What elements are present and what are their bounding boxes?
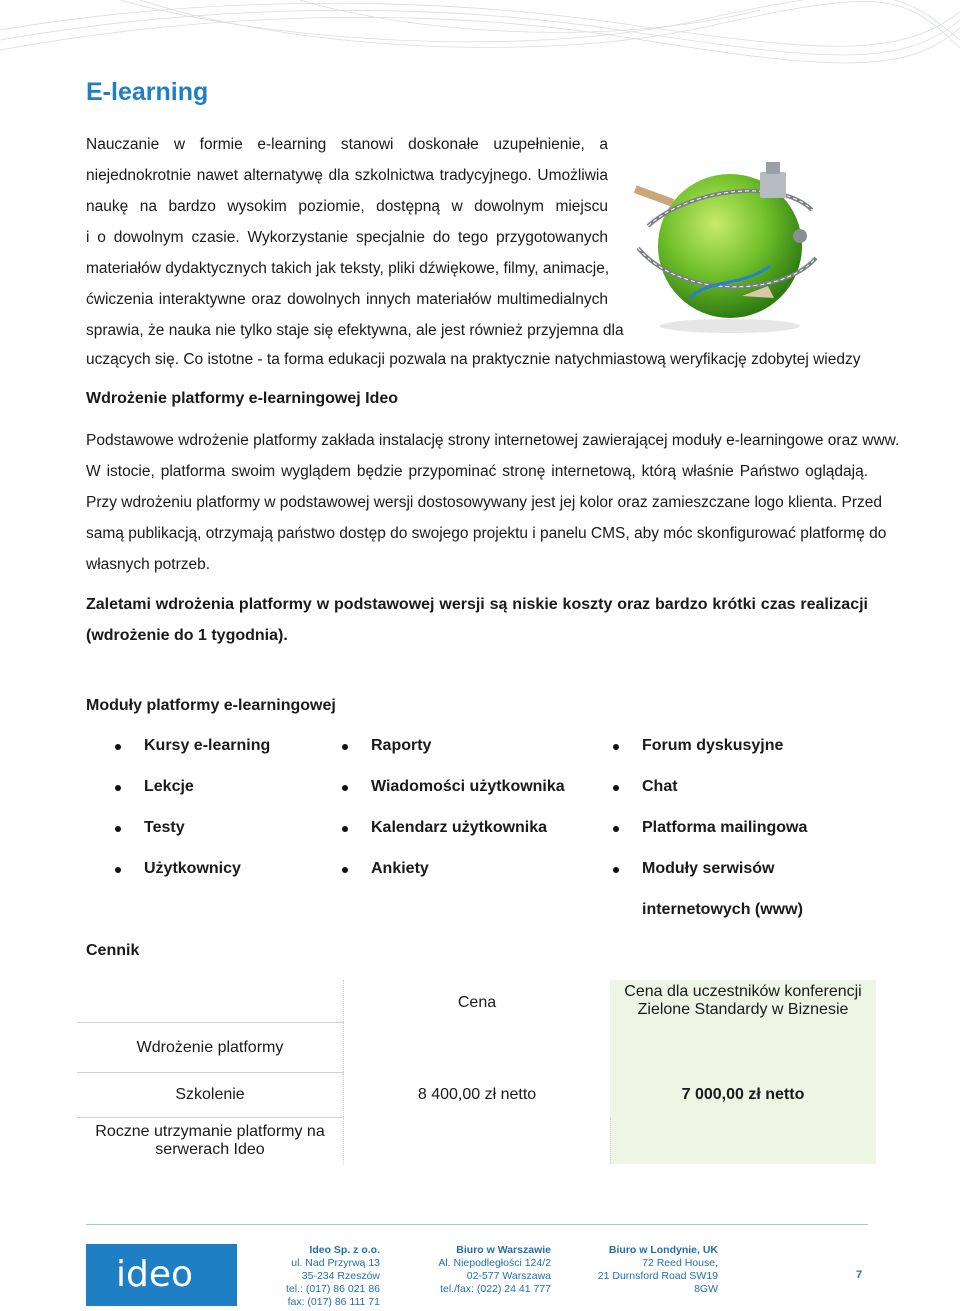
footer-london	[590, 1244, 718, 1296]
footer-warsaw-title: Biuro w Warszawie	[456, 1244, 551, 1256]
module-item: Ankiety	[371, 860, 429, 877]
platform-line: Podstawowe wdrożenie platformy zakłada instalację strony internetowej zawierającej moduły e-learningowe oraz www.	[86, 432, 900, 449]
footer-line: 02-577 Warszawa	[466, 1270, 551, 1282]
footer-line: 8GW	[694, 1283, 718, 1295]
footer-line: tel.: (017) 86 021 86	[286, 1283, 380, 1295]
bullet-icon	[115, 826, 121, 832]
table-header-conference	[610, 980, 876, 1022]
module-item: Raporty	[371, 737, 432, 754]
section-heading-pricing: Cennik	[86, 942, 140, 959]
table-row-label: Szkolenie	[77, 1073, 344, 1118]
module-item: Chat	[642, 778, 678, 795]
price-value: 8 400,00 zł netto	[344, 1073, 611, 1118]
section-heading-modules: Moduły platformy e-learningowej	[86, 697, 336, 714]
conference-header-line: Cena dla uczestników konferencji	[624, 983, 862, 1000]
footer-line: fax: (017) 86 111 71	[287, 1296, 380, 1308]
footer-line: 21 Durnsford Road SW19	[597, 1270, 718, 1282]
advantages-line: (wdrożenie do 1 tygodnia).	[86, 627, 288, 644]
row-label-line: Roczne utrzymanie platformy na	[95, 1122, 325, 1140]
ideo-logo	[86, 1244, 237, 1306]
table-cell-empty	[344, 1023, 611, 1073]
footer-london-title: Biuro w Londynie, UK	[608, 1244, 718, 1256]
module-item: Forum dyskusyjne	[642, 737, 784, 754]
footer-warsaw	[420, 1244, 551, 1296]
platform-line: Przy wdrożeniu platformy w podstawowej wersji dostosowywany jest jej kolor oraz zamieszczane logo klienta. Przed	[86, 494, 883, 511]
footer-company	[280, 1244, 380, 1309]
conference-price-value: 7 000,00 zł netto	[610, 1073, 876, 1118]
platform-line: W istocie, platforma swoim wyglądem będzie przypominać stronę internetową, którą właśnie Państwo oglądają.	[86, 463, 868, 480]
page-title: E-learning	[86, 78, 209, 106]
table-cell-empty	[610, 1118, 876, 1164]
intro-last-line: uczących się. Co istotne - ta forma edukacji pozwala na praktycznie natychmiastową weryfikację zdobytej wiedzy	[86, 351, 861, 368]
module-item: Wiadomości użytkownika	[371, 778, 565, 795]
bullet-icon	[115, 867, 121, 873]
table-row-label: Wdrożenie platformy	[77, 1023, 344, 1073]
module-item: Kalendarz użytkownika	[371, 819, 548, 836]
footer-line: ul. Nad Przyrwą 13	[291, 1257, 380, 1269]
module-item: Lekcje	[144, 778, 194, 795]
advantages-paragraph	[86, 589, 868, 651]
intro-line: Nauczanie w formie e-learning stanowi doskonałe uzupełnienie, a	[86, 136, 608, 153]
row-label-line: serwerach Ideo	[155, 1140, 265, 1158]
footer-line: tel./fax: (022) 24 41 777	[440, 1283, 551, 1295]
platform-line: własnych potrzeb.	[86, 556, 211, 573]
bullet-icon	[342, 744, 348, 750]
pricing-table	[77, 980, 876, 1164]
table-row-label	[77, 1118, 344, 1164]
module-item: Testy	[144, 819, 185, 836]
bullet-icon	[342, 867, 348, 873]
conference-header-line: Zielone Standardy w Biznesie	[637, 1001, 849, 1018]
intro-line: sprawia, że nauka nie tylko staje się efektywna, ale jest również przyjemna dla	[86, 322, 624, 339]
module-item: Platforma mailingowa	[642, 819, 808, 836]
bullet-icon	[613, 744, 619, 750]
intro-paragraph	[86, 129, 624, 346]
intro-line: i o dowolnym czasie. Wykorzystanie specjalnie do tego przygotowanych	[86, 229, 608, 246]
table-cell-empty	[344, 1118, 611, 1164]
intro-line: niejednokrotnie nawet alternatywę dla szkolnictwa tradycyjnego. Umożliwia	[86, 167, 608, 184]
ideo-logo-icon	[86, 1244, 237, 1306]
footer-line: 35-234 Rzeszów	[301, 1270, 380, 1282]
logo-text: ideo	[116, 1254, 194, 1295]
section-heading-platform: Wdrożenie platformy e-learningowej Ideo	[86, 390, 399, 407]
platform-line: samą publikacją, otrzymają państwo dostęp do swojego projektu i panelu CMS, aby móc skonfigurować platformę do	[86, 525, 887, 542]
decorative-lines	[0, 0, 960, 90]
footer-line: Al. Niepodległości 124/2	[438, 1257, 551, 1269]
bullet-icon	[342, 826, 348, 832]
bullet-icon	[613, 867, 619, 873]
table-cell-empty	[77, 980, 344, 1022]
table-header-price: Cena	[457, 994, 497, 1011]
module-item: Moduły serwisów	[642, 860, 775, 877]
advantages-line: Zaletami wdrożenia platformy w podstawowej wersji są niskie koszty oraz bardzo krótki czas realizacji	[86, 596, 868, 613]
page-number: 7	[856, 1269, 863, 1281]
intro-line: materiałów dydaktycznych takich jak teksty, pliki dźwiękowe, filmy, animacje,	[86, 260, 610, 277]
module-item: Użytkownicy	[144, 860, 241, 877]
bullet-icon	[613, 826, 619, 832]
table-cell-empty	[610, 1023, 876, 1073]
intro-line: naukę na bardzo wysokim poziomie, dostępną w dowolnym miejscu	[86, 198, 608, 215]
footer-company-title: Ideo Sp. z o.o.	[309, 1244, 380, 1256]
bullet-icon	[342, 785, 348, 791]
green-globe-illustration	[630, 148, 820, 338]
platform-paragraph	[86, 425, 900, 580]
bullet-icon	[115, 744, 121, 750]
intro-line: ćwiczenia interaktywne oraz dowolnych innych materiałów multimedialnych	[86, 291, 608, 308]
bullet-icon	[613, 785, 619, 791]
module-item-continued: internetowych (www)	[642, 901, 803, 918]
footer-divider	[86, 1224, 868, 1225]
footer-line: 72 Reed House,	[642, 1257, 718, 1269]
module-item: Kursy e-learning	[144, 737, 271, 754]
bullet-icon	[115, 785, 121, 791]
